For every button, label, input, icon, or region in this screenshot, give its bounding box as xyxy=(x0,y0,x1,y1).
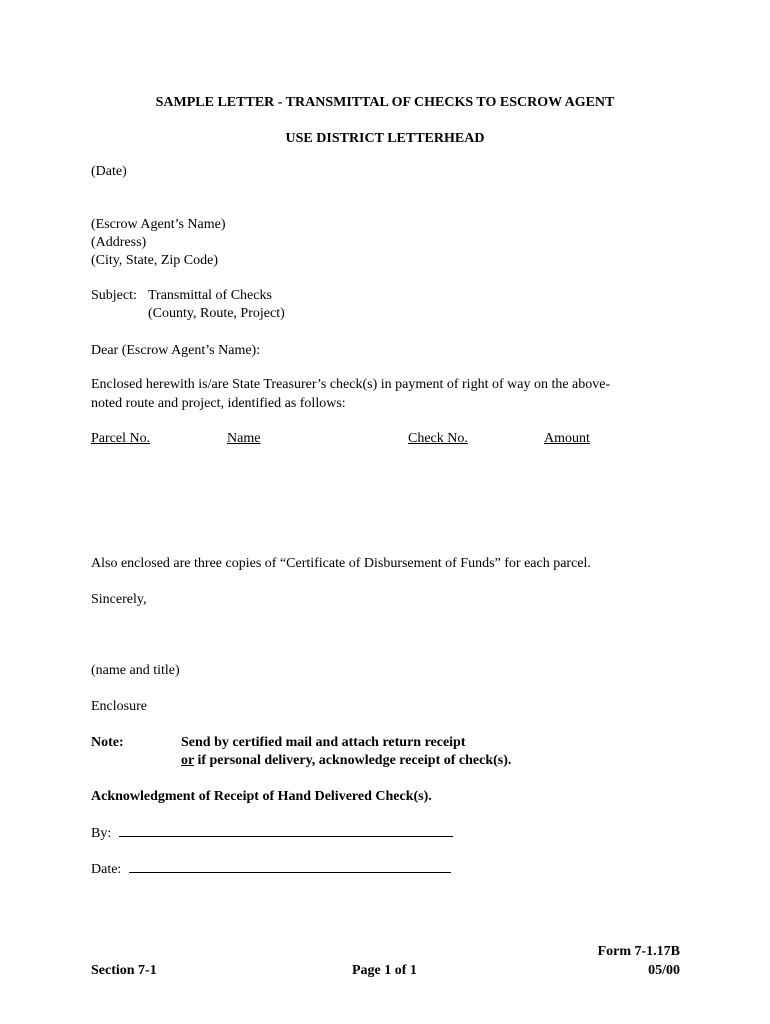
addressee-city: (City, State, Zip Code) xyxy=(91,253,219,268)
addressee-name: (Escrow Agent’s Name) xyxy=(91,217,226,232)
column-name: Name xyxy=(227,431,261,446)
date-signature-line[interactable] xyxy=(129,859,451,873)
date-row xyxy=(91,859,451,879)
body-line-2: noted route and project, identified as follows: xyxy=(91,396,346,411)
footer-page-number: Page 1 of 1 xyxy=(352,963,417,978)
enclosure-label: Enclosure xyxy=(91,699,147,714)
column-parcel-no: Parcel No. xyxy=(91,431,151,446)
signature-placeholder: (name and title) xyxy=(91,663,180,678)
note-label: Note: xyxy=(91,735,124,750)
note-line-2 xyxy=(181,752,511,770)
by-label: By: xyxy=(91,826,112,841)
addressee-address: (Address) xyxy=(91,235,147,250)
footer-section: Section 7-1 xyxy=(91,963,157,978)
note-line-2-text: if personal delivery, acknowledge receipt of check(s). xyxy=(193,753,512,768)
date-label: Date: xyxy=(91,862,122,877)
footer-revision: 05/00 xyxy=(648,963,680,978)
by-signature-line[interactable] xyxy=(119,823,453,837)
column-amount: Amount xyxy=(544,431,590,446)
page-subtitle: USE DISTRICT LETTERHEAD xyxy=(285,131,485,146)
note-or: or xyxy=(181,753,194,768)
subject-line-2: (County, Route, Project) xyxy=(148,306,285,321)
salutation: Dear (Escrow Agent’s Name): xyxy=(91,343,261,358)
acknowledgment-heading: Acknowledgment of Receipt of Hand Delivered Check(s). xyxy=(91,789,432,804)
subject-line-1: Transmittal of Checks xyxy=(148,288,272,303)
also-enclosed-text: Also enclosed are three copies of “Certificate of Disbursement of Funds” for each parcel. xyxy=(91,556,591,571)
column-check-no: Check No. xyxy=(408,431,468,446)
date-placeholder: (Date) xyxy=(91,164,127,179)
closing: Sincerely, xyxy=(91,592,147,607)
footer-form-number: Form 7-1.17B xyxy=(597,944,680,959)
subject-label: Subject: xyxy=(91,288,137,303)
body-line-1: Enclosed herewith is/are State Treasurer’s check(s) in payment of right of way on the above- xyxy=(91,377,611,392)
note-line-1: Send by certified mail and attach return receipt xyxy=(181,735,466,750)
page-title: SAMPLE LETTER - TRANSMITTAL OF CHECKS TO ESCROW AGENT xyxy=(155,95,615,110)
by-row xyxy=(91,823,453,843)
